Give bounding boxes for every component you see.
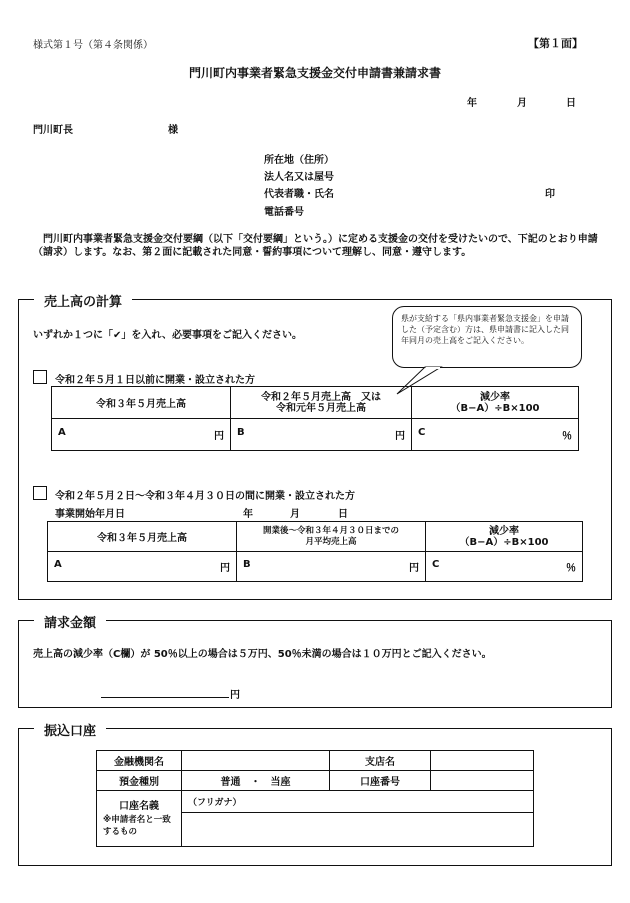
claim-note: 売上高の減少率（C欄）が 50％以上の場合は５万円、50％未満の場合は１０万円とご記入ください。 xyxy=(33,649,492,660)
cell-unit: ％ xyxy=(566,563,576,574)
option2-header-a: 令和３年５月売上高 xyxy=(48,522,237,552)
bank-table xyxy=(96,750,534,847)
cell-unit: 円 xyxy=(395,431,405,442)
option1-cell-a[interactable] xyxy=(52,419,231,451)
holder-label-cell xyxy=(97,791,182,847)
option2-header-b: 開業後〜令和３年４月３０日までの 月平均売上高 xyxy=(237,522,426,552)
option2-checkbox[interactable] xyxy=(33,486,47,500)
cell-letter: B xyxy=(237,427,245,438)
address-label: 所在地（住所） xyxy=(264,155,334,166)
option1-table xyxy=(51,386,579,451)
speech-bubble-note xyxy=(392,306,582,368)
option1-cell-c[interactable] xyxy=(412,419,579,451)
institution-input[interactable] xyxy=(182,751,330,771)
cell-unit: ％ xyxy=(562,431,572,442)
option2-cell-a[interactable] xyxy=(48,552,237,582)
cell-letter: C xyxy=(432,559,440,570)
intro-paragraph: 門川町内事業者緊急支援金交付要綱（以下「交付要綱」という。）に定める支援金の交付を受けたいので、下記のとおり申請（請求）します。なお、第２面に記載された同意・誓約事項について理解し、同意・遵守します。 xyxy=(33,234,598,258)
option1-header-a: 令和３年５月売上高 xyxy=(52,387,231,419)
branch-label: 支店名 xyxy=(330,751,431,771)
branch-input[interactable] xyxy=(431,751,534,771)
form-number: 様式第１号（第４条関係） xyxy=(33,40,153,51)
option2-header-c: 減少率 （B−A）÷B×100 xyxy=(426,522,583,552)
date-month: 月 xyxy=(517,98,527,109)
holder-name-input[interactable] xyxy=(182,813,534,847)
account-type-label: 預金種別 xyxy=(97,771,182,791)
cell-unit: 円 xyxy=(220,563,230,574)
bubble-note-text: 県が支給する「県内事業者緊急支援金」を申請した（予定含む）方は、県申請書に記入した同年同月の売上高をご記入ください。 xyxy=(401,314,569,345)
furigana-label: （フリガナ） xyxy=(188,798,242,808)
claim-section xyxy=(18,620,612,708)
date-year: 年 xyxy=(467,98,477,109)
furigana-input[interactable] xyxy=(182,791,534,813)
sales-section-title: 売上高の計算 xyxy=(34,291,132,310)
claim-section-title: 請求金額 xyxy=(34,612,106,631)
cell-letter: B xyxy=(243,559,251,570)
cell-unit: 円 xyxy=(409,563,419,574)
option2-label: 令和２年５月２日〜令和３年４月３０日の間に開業・設立された方 xyxy=(55,491,355,502)
account-type-options[interactable]: 普通 ・ 当座 xyxy=(182,771,330,791)
holder-label: 口座名義 xyxy=(119,800,159,812)
account-number-input[interactable] xyxy=(431,771,534,791)
option2-table xyxy=(47,521,583,582)
addressee-honorific: 様 xyxy=(168,125,178,136)
option1-header-b: 令和２年５月売上高 又は 令和元年５月売上高 xyxy=(231,387,412,419)
bank-section-title: 振込口座 xyxy=(34,720,106,739)
addressee-name: 門川町長 xyxy=(33,125,73,136)
claim-amount-input[interactable] xyxy=(101,697,229,698)
cell-letter: A xyxy=(54,559,62,570)
institution-label: 金融機関名 xyxy=(97,751,182,771)
company-name-label: 法人名又は屋号 xyxy=(264,172,334,183)
option2-cell-b[interactable] xyxy=(237,552,426,582)
start-month: 月 xyxy=(290,509,300,520)
holder-note: ※申請者名と一致するもの xyxy=(103,814,171,837)
claim-unit: 円 xyxy=(230,690,240,701)
phone-label: 電話番号 xyxy=(264,207,304,218)
date-day: 日 xyxy=(566,98,576,109)
option1-checkbox[interactable] xyxy=(33,370,47,384)
representative-label: 代表者職・氏名 xyxy=(264,189,334,200)
option1-header-c: 減少率 （B−A）÷B×100 xyxy=(412,387,579,419)
option1-cell-b[interactable] xyxy=(231,419,412,451)
seal-mark: 印 xyxy=(545,189,555,200)
cell-unit: 円 xyxy=(214,431,224,442)
sales-instruction: いずれか１つに「✔」を入れ、必要事項をご記入ください。 xyxy=(33,330,302,341)
account-number-label: 口座番号 xyxy=(330,771,431,791)
form-title: 門川町内事業者緊急支援金交付申請書兼請求書 xyxy=(188,66,441,80)
page-label: 【第１面】 xyxy=(528,37,583,50)
option1-label: 令和２年５月１日以前に開業・設立された方 xyxy=(55,375,255,386)
business-start-label: 事業開始年月日 xyxy=(55,509,125,520)
option2-cell-c[interactable] xyxy=(426,552,583,582)
start-year: 年 xyxy=(243,509,253,520)
cell-letter: A xyxy=(58,427,66,438)
cell-letter: C xyxy=(418,427,426,438)
start-day: 日 xyxy=(338,509,348,520)
